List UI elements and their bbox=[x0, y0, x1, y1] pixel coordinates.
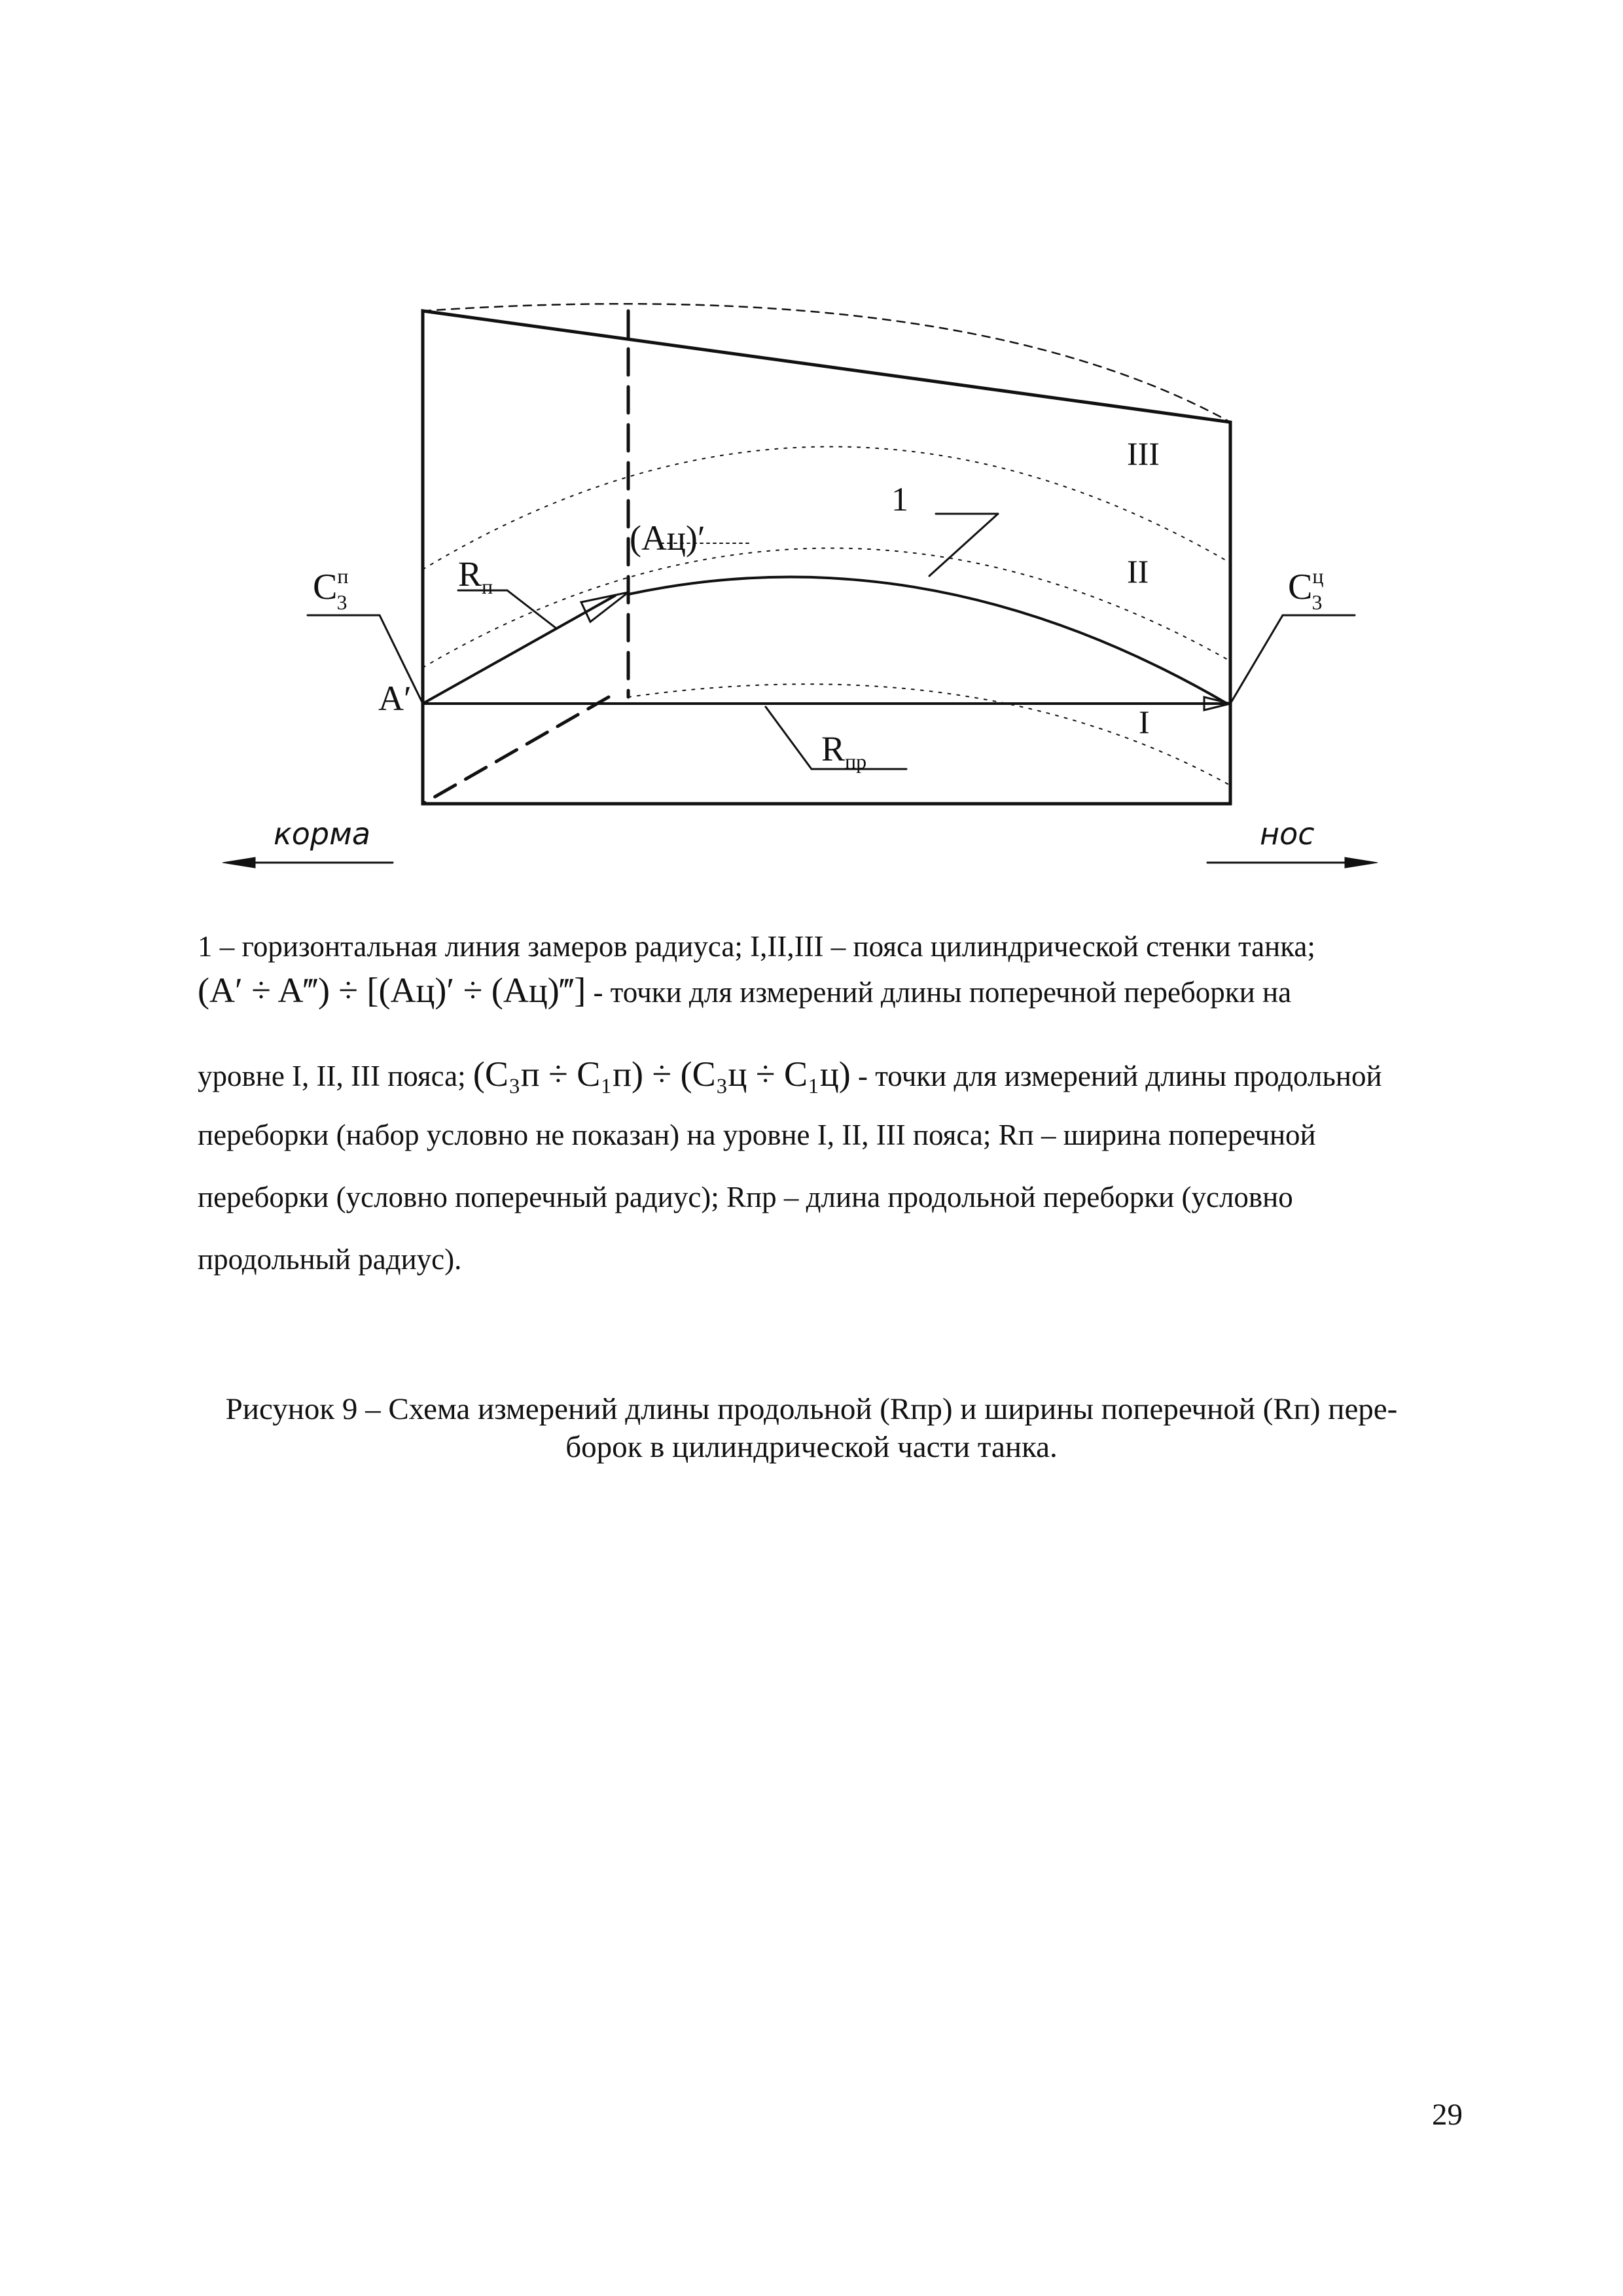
legend-line-2-tail: - точки для измерений длины поперечной переборки на bbox=[593, 976, 1292, 1009]
belt-3-label: III bbox=[1127, 435, 1160, 472]
tank-measurement-diagram bbox=[0, 0, 1623, 916]
a-c-prime-label: (Aц)′ bbox=[630, 518, 705, 558]
figure-caption-line-2: борок в цилиндрической части танка. bbox=[565, 1430, 1058, 1464]
korma-label: корма bbox=[274, 816, 371, 852]
legend-line-3-head: уровне I, II, III пояса; bbox=[198, 1060, 466, 1092]
belt-1-label: I bbox=[1139, 704, 1150, 740]
rpr-label-base: R bbox=[821, 729, 846, 768]
diagonal-dashed-line bbox=[423, 697, 609, 804]
rpr-label-sub: пр bbox=[845, 749, 867, 773]
c3c-label-sub: 3 bbox=[1311, 590, 1323, 614]
a-prime-label: A′ bbox=[378, 679, 412, 718]
belt-2-arc bbox=[423, 548, 1230, 668]
rp-label-sub: п bbox=[482, 575, 493, 598]
c3p-label-sup: п bbox=[337, 564, 349, 588]
legend-line-4: переборки (набор условно не показан) на уровне I, II, III пояса; Rп – ширина поперечной bbox=[198, 1119, 1316, 1151]
figure-caption-line-1: Рисунок 9 – Схема измерений длины продольной (Rпр) и ширины поперечной (Rп) пере- bbox=[225, 1392, 1398, 1426]
nos-arrowhead bbox=[1345, 857, 1378, 868]
rp-arrowhead bbox=[581, 592, 628, 622]
legend-line-5: переборки (условно поперечный радиус); Rпр – длина продольной переборки (условно bbox=[198, 1181, 1293, 1213]
svg-text:Cц3 bbox=[1288, 564, 1323, 614]
legend-line-2 bbox=[198, 970, 1291, 1011]
c3c-leader bbox=[1230, 615, 1355, 704]
c3p-label-sub: 3 bbox=[336, 590, 348, 614]
legend-line-1: 1 – горизонтальная линия замеров радиуса; I,II,III – пояса цилиндрической стенки танка; bbox=[198, 930, 1315, 963]
legend-line-3-tail: - точки для измерений длины продольной bbox=[857, 1060, 1382, 1092]
svg-text:Rп bbox=[458, 554, 493, 598]
page-number: 29 bbox=[1432, 2098, 1463, 2132]
c3c-label-base: C bbox=[1288, 567, 1313, 607]
line-1-leader-diag bbox=[929, 514, 998, 576]
svg-text:Cп3 bbox=[313, 564, 348, 614]
formula-a-points: (A′ ÷ A‴) ÷ [(Aц)′ ÷ (Aц)‴] bbox=[198, 971, 586, 1010]
belt-2-label: II bbox=[1127, 553, 1149, 590]
legend-line-6: продольный радиус). bbox=[198, 1243, 462, 1276]
measurement-line-1 bbox=[628, 577, 1227, 704]
c3p-label-base: C bbox=[313, 567, 338, 607]
legend-line-3 bbox=[198, 1054, 1382, 1094]
formula-c-points: (C₃п ÷ C₁п) ÷ (C₃ц ÷ C₁ц) bbox=[473, 1054, 851, 1094]
c3c-label-sup: ц bbox=[1312, 564, 1324, 588]
rp-label-base: R bbox=[458, 554, 482, 594]
nos-label: нос bbox=[1260, 816, 1315, 852]
svg-text:Rпр bbox=[821, 729, 866, 773]
belt-3-arc bbox=[423, 446, 1230, 569]
line-1-label: 1 bbox=[891, 481, 908, 518]
korma-arrowhead bbox=[223, 857, 255, 868]
rp-leader bbox=[458, 590, 556, 628]
